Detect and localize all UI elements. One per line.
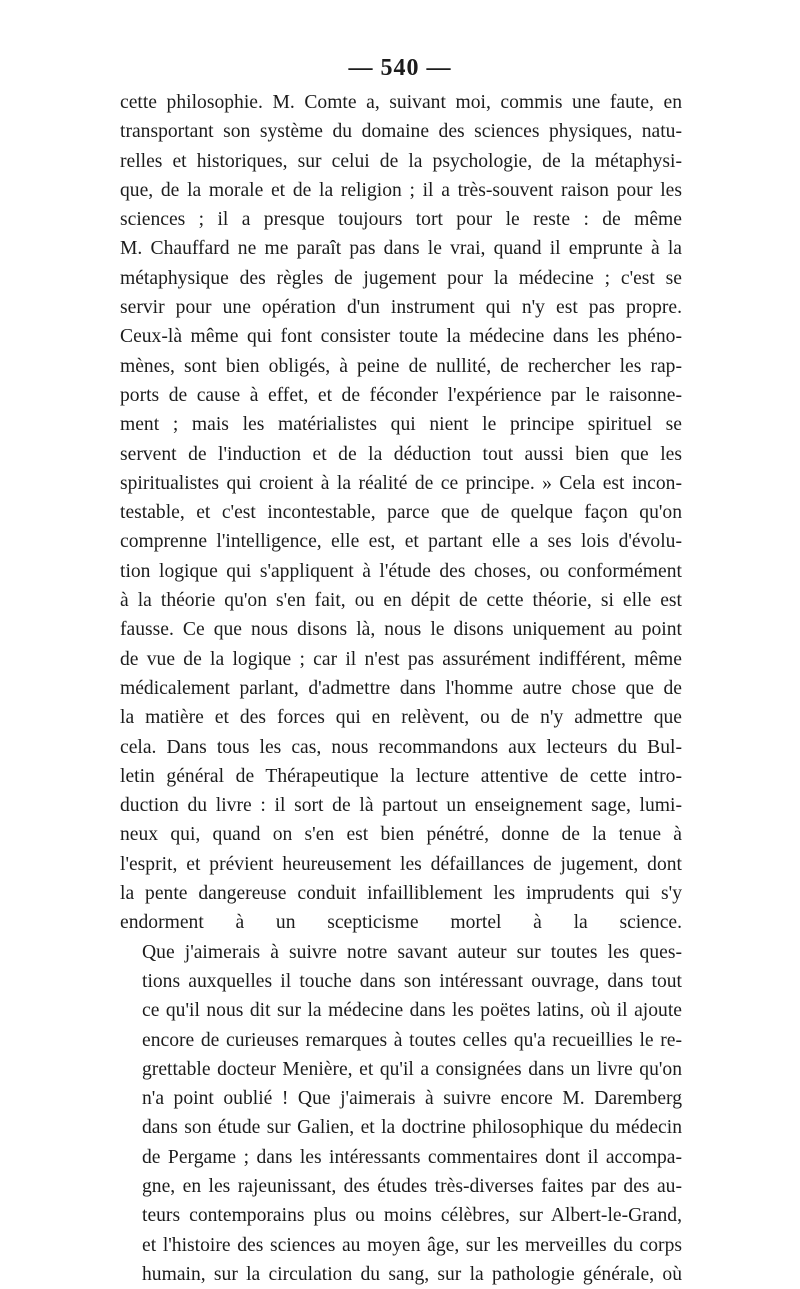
text-line: duction du livre : il sort de là partout un enseignement sage, lumi-: [120, 795, 682, 817]
text-line: comprenne l'intelligence, elle est, et partant elle a ses lois d'évolu-: [120, 531, 682, 553]
text-line: ment ; mais les matérialistes qui nient le principe spirituel se: [120, 414, 682, 436]
text-line: tions auxquelles il touche dans son intéressant ouvrage, dans tout: [142, 970, 682, 992]
text-line: letin général de Thérapeutique la lecture attentive de cette intro-: [120, 765, 682, 787]
text-line: cela. Dans tous les cas, nous recommandons aux lecteurs du Bul-: [120, 736, 682, 758]
text-line: neux qui, quand on s'en est bien pénétré, donne de la tenue à: [120, 824, 682, 846]
body-text: [120, 88, 682, 1289]
text-line: fausse. Ce que nous disons là, nous le disons uniquement au point: [120, 619, 682, 641]
text-line: que, de la morale et de la religion ; il a très-souvent raison pour les: [120, 179, 682, 201]
text-line: ce qu'il nous dit sur la médecine dans les poëtes latins, où il ajoute: [142, 1000, 682, 1022]
text-line: tion logique qui s'appliquent à l'étude des choses, ou conformément: [120, 560, 682, 582]
text-line: cette philosophie. M. Comte a, suivant moi, commis une faute, en: [120, 92, 682, 113]
text-line: teurs contemporains plus ou moins célèbres, sur Albert-le-Grand,: [142, 1205, 682, 1227]
text-line: mènes, sont bien obligés, à peine de nullité, de rechercher les rap-: [120, 355, 682, 377]
text-line: transportant son système du domaine des sciences physiques, natu-: [120, 121, 682, 143]
text-line: la pente dangereuse conduit infailliblement les imprudents qui s'y: [120, 883, 682, 905]
text-line: de Pergame ; dans les intéressants commentaires dont il accompa-: [142, 1146, 682, 1168]
text-line: gne, en les rajeunissant, des études très-diverses faites par des au-: [142, 1175, 682, 1197]
text-line: M. Chauffard ne me paraît pas dans le vrai, quand il emprunte à la: [120, 238, 682, 260]
text-line: sciences ; il a presque toujours tort pour le reste : de même: [120, 209, 682, 231]
text-line: grettable docteur Menière, et qu'il a consignées dans un livre qu'on: [142, 1058, 682, 1080]
text-line: humain, sur la circulation du sang, sur la pathologie générale, où: [142, 1263, 682, 1285]
text-line: dans son étude sur Galien, et la doctrine philosophique du médecin: [142, 1117, 682, 1139]
text-line: de vue de la logique ; car il n'est pas assurément indifférent, même: [120, 648, 682, 670]
text-line: relles et historiques, sur celui de la psychologie, de la métaphysi-: [120, 150, 682, 172]
paragraph-2: [120, 938, 682, 1289]
text-line: n'a point oublié ! Que j'aimerais à suivre encore M. Daremberg: [142, 1088, 682, 1110]
text-line: ports de cause à effet, et de féconder l'expérience par le raisonne-: [120, 384, 682, 406]
text-line: testable, et c'est incontestable, parce que de quelque façon qu'on: [120, 502, 682, 524]
text-line: et l'histoire des sciences au moyen âge, sur les merveilles du corps: [142, 1234, 682, 1256]
text-line: endorment à un scepticisme mortel à la science.: [120, 912, 682, 934]
page-number: — 540 —: [348, 55, 452, 81]
text-line: servent de l'induction et de la déduction tout aussi bien que les: [120, 443, 682, 465]
text-line: l'esprit, et prévient heureusement les défaillances de jugement, dont: [120, 853, 682, 875]
text-line: encore de curieuses remarques à toutes celles qu'a recueillies le re-: [142, 1029, 682, 1051]
text-line: à la théorie qu'on s'en fait, ou en dépit de cette théorie, si elle est: [120, 590, 682, 612]
text-line: médicalement parlant, d'admettre dans l'homme autre chose que de: [120, 677, 682, 699]
text-line: servir pour une opération d'un instrument qui n'y est pas propre.: [120, 297, 682, 319]
paragraph-1: [120, 88, 682, 938]
text-line: métaphysique des règles de jugement pour la médecine ; c'est se: [120, 267, 682, 289]
text-line: Ceux-là même qui font consister toute la médecine dans les phéno-: [120, 326, 682, 348]
text-line: Que j'aimerais à suivre notre savant auteur sur toutes les ques-: [142, 941, 682, 963]
text-line: spiritualistes qui croient à la réalité de ce principe. » Cela est incon-: [120, 472, 682, 494]
text-line: la matière et des forces qui en relèvent, ou de n'y admettre que: [120, 707, 682, 729]
